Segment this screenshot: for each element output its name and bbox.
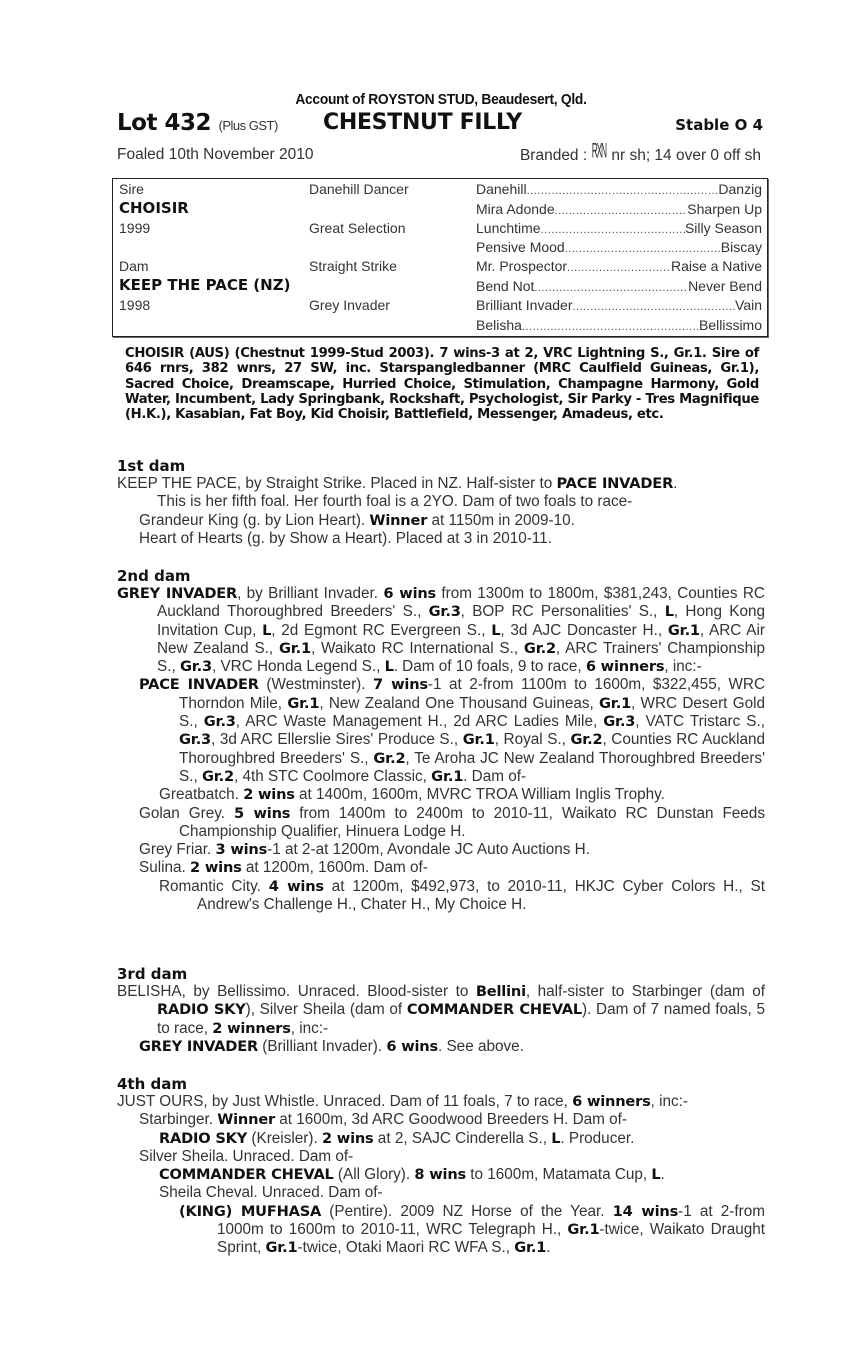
lot-label: Lot 432 [117, 110, 211, 136]
brand-mark: RXN [592, 138, 607, 162]
granddam-paternal: Great Selection [309, 220, 406, 236]
sire-label: Sire [119, 181, 144, 197]
pedigree-table [112, 178, 768, 337]
horse-description: CHESTNUT FILLY [323, 110, 522, 135]
progeny-line: Greatbatch. 2 wins at 1400m, 1600m, MVRC TROA William Inglis Trophy. [159, 786, 665, 804]
great-grandparent-row: Danehill ..... Danzig [476, 180, 762, 199]
section-heading: 3rd dam [117, 965, 188, 983]
granddam-maternal: Grey Invader [309, 297, 390, 313]
progeny-line: RADIO SKY (Kreisler). 2 wins at 2, SAJC Cinderella S., L. Producer. [159, 1129, 635, 1147]
fourth-dam-section [117, 1076, 765, 1258]
great-grandparent-row: Lunchtime ..... Silly Season [476, 219, 762, 238]
dam-paragraph: KEEP THE PACE, by Straight Strike. Placed in NZ. Half-sister to PACE INVADER. [117, 475, 678, 492]
progeny-line: Sheila Cheval. Unraced. Dam of- [159, 1184, 383, 1202]
section-heading: 4th dam [117, 1075, 187, 1093]
lot-number [117, 110, 278, 136]
dam-paragraph: This is her fifth foal. Her fourth foal is a 2YO. Dam of two foals to race- [157, 493, 633, 511]
section-heading: 1st dam [117, 457, 186, 475]
progeny-line: Grey Friar. 3 wins-1 at 2-at 1200m, Avondale JC Auto Auctions H. [139, 841, 590, 859]
dam-name: KEEP THE PACE (NZ) [119, 276, 291, 294]
dam-paragraph: JUST OURS, by Just Whistle. Unraced. Dam of 11 foals, 7 to race, 6 winners, inc:- [117, 1093, 688, 1110]
grandsire-maternal: Straight Strike [309, 258, 397, 274]
stable-number: Stable O 4 [675, 116, 763, 134]
progeny-line: Grandeur King (g. by Lion Heart). Winner at 1150m in 2009-10. [139, 511, 575, 529]
progeny-line: Heart of Hearts (g. by Show a Heart). Placed at 3 in 2010-11. [139, 529, 552, 547]
grandsire-paternal: Danehill Dancer [309, 181, 409, 197]
great-grandparent-row: Belisha ..... Bellissimo [476, 316, 762, 335]
sire-summary: CHOISIR (AUS) (Chestnut 1999-Stud 2003). 7 wins-3 at 2, VRC Lightning S., Gr.1. Sire of 646 rnrs, 382 wnrs, 27 SW, inc. Starspangledbanner (MRC Caulfield Guineas, Gr.1), Sacred Choice, Dreamscape, Hurried Choice, Stimulation, Champagne Harmony, Gold Water, Incumbent, Lady Springbank, Rockshaft, Psychologist, Sir Parky - Tres Magnifique (H.K.), Kasabian, Fat Boy, Kid Choisir, Battlefield, Messenger, Amadeus, etc. [125, 346, 759, 423]
great-grandparent-row: Pensive Mood ..... Biscay [476, 238, 762, 257]
progeny-line: Silver Sheila. Unraced. Dam of- [139, 1147, 354, 1165]
second-dam-section [117, 568, 765, 914]
section-heading: 2nd dam [117, 567, 191, 585]
progeny-line: Sulina. 2 wins at 1200m, 1600m. Dam of- [139, 859, 428, 877]
great-grandparent-row: Bend Not ..... Never Bend [476, 277, 762, 296]
progeny-line: Golan Grey. 5 wins from 1400m to 2400m to 2010-11, Waikato RC Dunstan Feeds Championship Qualifier, Hinuera Lodge H. [139, 804, 765, 840]
gst-note: (Plus GST) [218, 118, 278, 133]
progeny-line: PACE INVADER (Westminster). 7 wins-1 at 2-from 1100m to 1600m, $322,455, WRC Thorndon Mile, Gr.1, New Zealand One Thousand Guineas, Gr.1, WRC Desert Gold S., Gr.3, ARC Waste Management H., 2d ARC Ladies Mile, Gr.3, VATC Tristarc S., Gr.3, 3d ARC Ellerslie Sires' Produce S., Gr.1, Royal S., Gr.2, Counties RC Auckland Thoroughbred Breeders' S., Gr.2, Te Aroha JC New Zealand Thoroughbred Breeders' S., Gr.2, 4th STC Coolmore Classic, Gr.1. Dam of- [139, 676, 766, 785]
third-dam-section [117, 966, 765, 1056]
sire-year: 1999 [119, 220, 151, 236]
dam-year: 1998 [119, 297, 151, 313]
brand-info [519, 138, 761, 165]
progeny-line: COMMANDER CHEVAL (All Glory). 8 wins to 1600m, Matamata Cup, L. [159, 1166, 665, 1184]
great-grandparent-row: Brilliant Invader ..... Vain [476, 296, 762, 315]
progeny-line: Starbinger. Winner at 1600m, 3d ARC Goodwood Breeders H. Dam of- [139, 1111, 628, 1129]
branded-label: Branded : [519, 147, 588, 164]
progeny-line: (KING) MUFHASA (Pentire). 2009 NZ Horse of the Year. 14 wins-1 at 2-from 1000m to 1600m to 2010-11, WRC Telegraph H., Gr.1-twice, Waikato Draught Sprint, Gr.1-twice, Otaki Maori RC WFA S., Gr.1. [179, 1202, 765, 1257]
vendor-account: Account of ROYSTON STUD, Beaudesert, Qld. [295, 91, 587, 108]
sire-name: CHOISIR [119, 199, 189, 217]
dam-paragraph: GREY INVADER, by Brilliant Invader. 6 wins from 1300m to 1800m, $381,243, Counties RC Auckland Thoroughbred Breeders' S., Gr.3, BOP RC Personalities' S., L, Hong Kong Invitation Cup, L, 2d Egmont RC Evergreen S., L, 3d AJC Doncaster H., Gr.1, ARC Air New Zealand S., Gr.1, Waikato RC International S., Gr.2, ARC Trainers' Championship S., Gr.3, VRC Honda Legend S., L. Dam of 10 foals, 9 to race, 6 winners, inc:- [117, 585, 765, 676]
progeny-line: Romantic City. 4 wins at 1200m, $492,973, to 2010-11, HKJC Cyber Colors H., St Andrew's Challenge H., Chater H., My Choice H. [159, 877, 765, 914]
foaled-date: Foaled 10th November 2010 [117, 146, 314, 163]
branded-detail: nr sh; 14 over 0 off sh [611, 147, 761, 164]
great-grandparent-row: Mr. Prospector ..... Raise a Native [476, 257, 762, 276]
great-grandparent-row: Mira Adonde ..... Sharpen Up [476, 200, 762, 219]
first-dam-section [117, 458, 765, 548]
dam-label: Dam [119, 258, 149, 274]
dam-paragraph: BELISHA, by Bellissimo. Unraced. Blood-sister to Bellini, half-sister to Starbinger (dam of RADIO SKY), Silver Sheila (dam of COMMANDER CHEVAL). Dam of 7 named foals, 5 to race, 2 winners, inc:- [117, 983, 766, 1037]
progeny-line: GREY INVADER (Brilliant Invader). 6 wins. See above. [139, 1037, 524, 1055]
lot-header [117, 110, 765, 140]
